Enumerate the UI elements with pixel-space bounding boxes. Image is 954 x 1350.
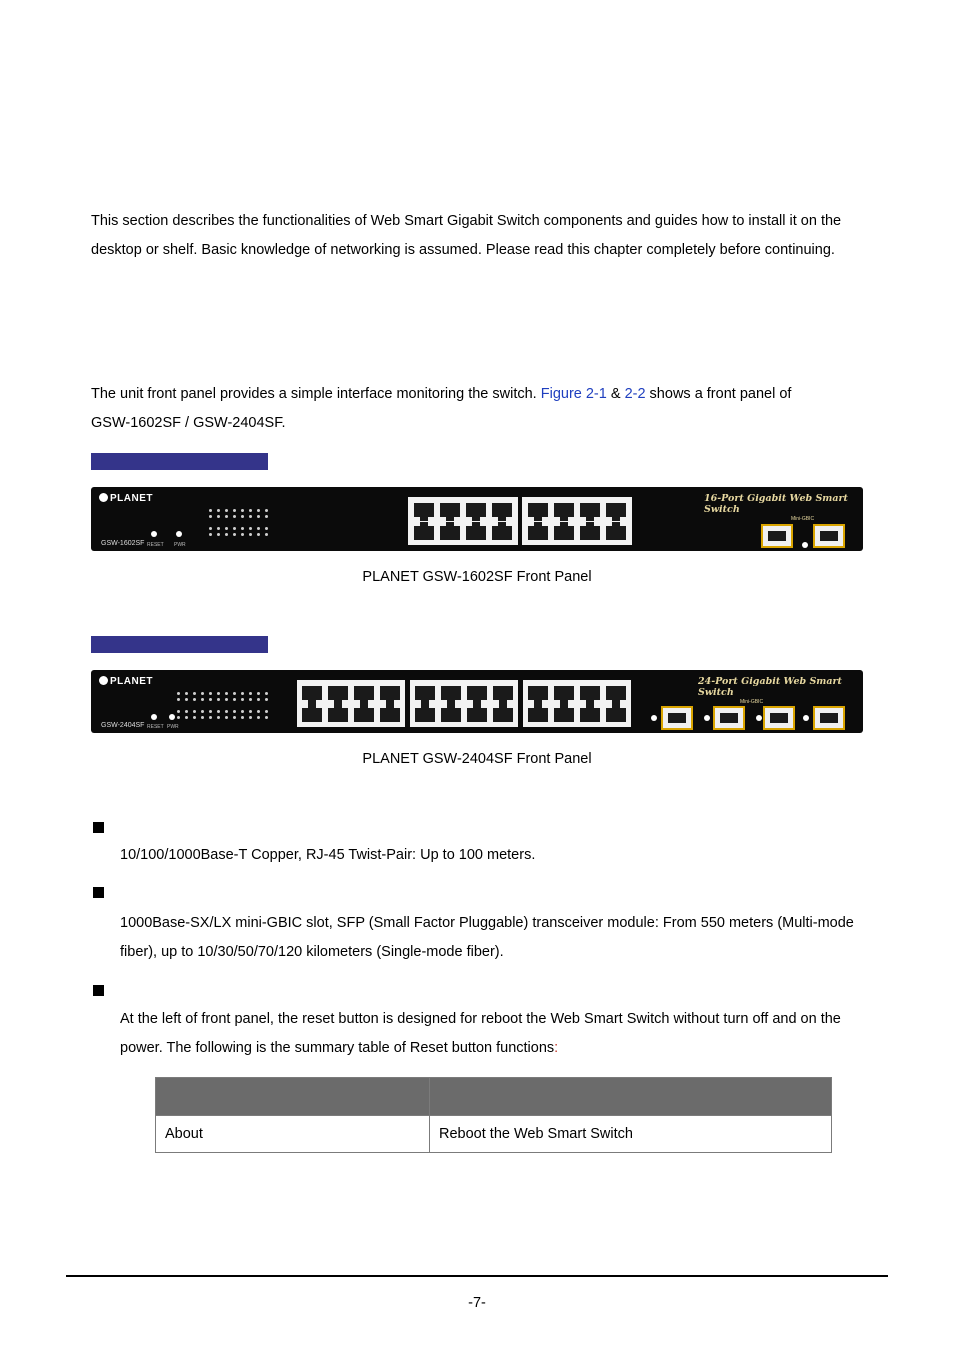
status-led (225, 698, 228, 701)
status-led (241, 692, 244, 695)
port-block-9-16 (522, 497, 632, 545)
status-led (257, 515, 260, 518)
table-header-row (156, 1078, 832, 1116)
status-led (257, 698, 260, 701)
figure-2-label-bar (91, 636, 268, 653)
status-led (249, 515, 252, 518)
status-led (225, 515, 228, 518)
status-led (249, 527, 252, 530)
sfp-led (756, 715, 762, 721)
sfp-slot (661, 706, 693, 730)
panel-slogan: 24-Port Gigabit Web Smart Switch (698, 676, 842, 698)
rj45-port (492, 526, 512, 540)
status-led (257, 527, 260, 530)
status-led (209, 509, 212, 512)
reset-button (151, 531, 157, 537)
status-led (209, 692, 212, 695)
rj45-port (380, 686, 400, 700)
status-led (201, 716, 204, 719)
panel-model-label: GSW-2404SF (101, 722, 145, 729)
rj45-port (328, 708, 348, 722)
status-led (265, 692, 268, 695)
rj45-port (606, 526, 626, 540)
mini-gbic-label: Mini-GBIC (791, 516, 815, 522)
status-led (193, 692, 196, 695)
planet-logo-icon (99, 493, 108, 502)
status-led (177, 710, 180, 713)
reset-button-paragraph (120, 1005, 880, 1063)
rj45-port (354, 708, 374, 722)
rj45-port (580, 686, 600, 700)
sfp-led (704, 715, 710, 721)
power-led (176, 531, 182, 537)
reset-function-table (155, 1077, 832, 1153)
status-led (241, 716, 244, 719)
figure-1-label-bar (91, 453, 268, 470)
rj45-port (492, 503, 512, 517)
reset-button (151, 714, 157, 720)
planet-logo-text: PLANET (110, 493, 153, 504)
status-led (249, 509, 252, 512)
status-led (265, 710, 268, 713)
sfp-slot (763, 706, 795, 730)
rj45-port (354, 686, 374, 700)
rj45-port (493, 686, 513, 700)
figure-2-2-link[interactable]: 2-2 (624, 386, 646, 402)
status-led (233, 716, 236, 719)
port-block-9-16 (410, 680, 518, 727)
reset-line-1: At the left of front panel, the reset button is designed for reboot the Web Smart Switch without turn off and on the (120, 1011, 841, 1027)
status-led (249, 716, 252, 719)
status-led (225, 533, 228, 536)
status-led (249, 710, 252, 713)
status-led (249, 698, 252, 701)
rj45-port (528, 708, 548, 722)
rj45-port (554, 503, 574, 517)
status-led (185, 716, 188, 719)
intro-line-1: This section describes the functionalities of Web Smart Gigabit Switch components and guides how to install it on the (91, 213, 842, 229)
table-row (156, 1116, 832, 1153)
rj45-port (467, 686, 487, 700)
status-led (177, 692, 180, 695)
status-led (265, 533, 268, 536)
status-led (233, 509, 236, 512)
mini-gbic-label: Mini-GBIC (740, 699, 764, 705)
sfp-led (651, 715, 657, 721)
rj45-port (466, 503, 486, 517)
status-led (233, 515, 236, 518)
rj45-port (466, 526, 486, 540)
status-led (257, 716, 260, 719)
status-led (249, 692, 252, 695)
panel-slogan: 16-Port Gigabit Web Smart Switch (704, 493, 848, 515)
status-led (201, 698, 204, 701)
status-led (193, 710, 196, 713)
status-led (225, 716, 228, 719)
rj45-port (606, 686, 626, 700)
rj45-port (606, 503, 626, 517)
status-led (177, 716, 180, 719)
status-led (209, 716, 212, 719)
rj45-port (380, 708, 400, 722)
status-led (233, 692, 236, 695)
rj45-port (302, 686, 322, 700)
rj45-port (606, 708, 626, 722)
status-led (201, 692, 204, 695)
rj45-port (467, 708, 487, 722)
status-led (225, 692, 228, 695)
status-led (185, 692, 188, 695)
planet-logo-text: PLANET (110, 676, 153, 687)
table-header-cell (430, 1078, 832, 1116)
rj45-port (440, 526, 460, 540)
rj45-port (302, 708, 322, 722)
status-led (177, 698, 180, 701)
status-led (209, 533, 212, 536)
panel-model-label: GSW-1602SF (101, 540, 145, 547)
status-led (257, 710, 260, 713)
rj45-port (528, 686, 548, 700)
reset-label: RESET (147, 542, 164, 548)
status-led (185, 710, 188, 713)
rj45-port (414, 526, 434, 540)
rj45-port (415, 686, 435, 700)
figure-2-caption: PLANET GSW-2404SF Front Panel (362, 751, 592, 767)
status-led (265, 515, 268, 518)
status-led (233, 710, 236, 713)
status-led (241, 710, 244, 713)
status-led (217, 515, 220, 518)
page-number: -7- (468, 1295, 486, 1311)
front-panel-text: The unit front panel provides a simple interface monitoring the switch. (91, 386, 541, 402)
table-cell: About (156, 1116, 430, 1153)
rj45-port (580, 526, 600, 540)
footer-divider (66, 1275, 888, 1277)
rj45-port (415, 708, 435, 722)
port-block-1-8 (297, 680, 405, 727)
sfp-slot (713, 706, 745, 730)
sfp-slots-line-1: 1000Base-SX/LX mini-GBIC slot, SFP (Small Factor Pluggable) transceiver module: From 550 meters (Multi-mode (120, 915, 854, 931)
rj45-port (554, 526, 574, 540)
status-led (217, 698, 220, 701)
gsw-2404sf-front-panel-image (91, 670, 863, 733)
sfp-led (803, 715, 809, 721)
status-led (265, 698, 268, 701)
status-led (193, 716, 196, 719)
port-block-17-24 (523, 680, 631, 727)
planet-logo-icon (99, 676, 108, 685)
status-led (217, 716, 220, 719)
sfp-slot (813, 706, 845, 730)
status-led (265, 509, 268, 512)
status-led (193, 698, 196, 701)
bullet-square-icon (93, 887, 104, 898)
sfp-slot (761, 524, 793, 548)
status-led (201, 710, 204, 713)
rj45-port (528, 526, 548, 540)
front-panel-text-after: shows a front panel of (645, 386, 792, 402)
sfp-slots-paragraph (120, 909, 880, 967)
sfp-slot (813, 524, 845, 548)
status-led (217, 533, 220, 536)
gsw-1602sf-front-panel-image (91, 487, 863, 551)
bullet-square-icon (93, 985, 104, 996)
status-led (217, 527, 220, 530)
status-led (233, 527, 236, 530)
table-header-cell (156, 1078, 430, 1116)
planet-logo (99, 493, 153, 504)
planet-logo (99, 676, 153, 687)
status-led (225, 527, 228, 530)
rj45-port (328, 686, 348, 700)
intro-line-2: desktop or shelf. Basic knowledge of networking is assumed. Please read this chapter completely before continuing. (91, 242, 835, 258)
status-led (241, 509, 244, 512)
reset-colon: : (554, 1040, 559, 1056)
rj45-port (528, 503, 548, 517)
rj45-port (493, 708, 513, 722)
rj45-port (414, 503, 434, 517)
rj45-port (554, 686, 574, 700)
status-led (217, 692, 220, 695)
rj45-port (441, 708, 461, 722)
pwr-label: PWR (174, 542, 186, 548)
reset-line-2: power. The following is the summary table of Reset button functions (120, 1040, 555, 1056)
rj45-port (441, 686, 461, 700)
power-led (169, 714, 175, 720)
status-led (209, 710, 212, 713)
bullet-square-icon (93, 822, 104, 833)
front-panel-line-2: GSW-1602SF / GSW-2404SF. (91, 415, 286, 431)
rj45-port (580, 708, 600, 722)
port-block-1-8 (408, 497, 518, 545)
front-panel-paragraph (91, 380, 871, 438)
status-led (233, 533, 236, 536)
status-led (209, 698, 212, 701)
status-led (209, 515, 212, 518)
status-led (257, 533, 260, 536)
figure-2-1-link[interactable]: Figure 2-1 (540, 386, 607, 402)
rj45-port (554, 708, 574, 722)
rj45-port (440, 503, 460, 517)
pwr-label: PWR (167, 724, 179, 730)
ampersand-text: & (606, 386, 625, 402)
intro-paragraph (91, 207, 871, 265)
status-led (225, 710, 228, 713)
status-led (241, 527, 244, 530)
sfp-slots-line-2: fiber), up to 10/30/50/70/120 kilometers (Single-mode fiber). (120, 944, 504, 960)
status-led (249, 533, 252, 536)
table-cell: Reboot the Web Smart Switch (430, 1116, 832, 1153)
status-led (265, 527, 268, 530)
figure-1-caption: PLANET GSW-1602SF Front Panel (362, 569, 592, 585)
copper-ports-text: 10/100/1000Base-T Copper, RJ-45 Twist-Pair: Up to 100 meters. (120, 847, 536, 863)
status-led (217, 710, 220, 713)
status-led (233, 698, 236, 701)
status-led (265, 716, 268, 719)
status-led (257, 509, 260, 512)
status-led (241, 698, 244, 701)
status-led (209, 527, 212, 530)
status-led (257, 692, 260, 695)
status-led (241, 515, 244, 518)
status-led (217, 509, 220, 512)
status-led (185, 698, 188, 701)
status-led (225, 509, 228, 512)
sfp-led (802, 542, 808, 548)
rj45-port (580, 503, 600, 517)
reset-label: RESET (147, 724, 164, 730)
status-led (241, 533, 244, 536)
